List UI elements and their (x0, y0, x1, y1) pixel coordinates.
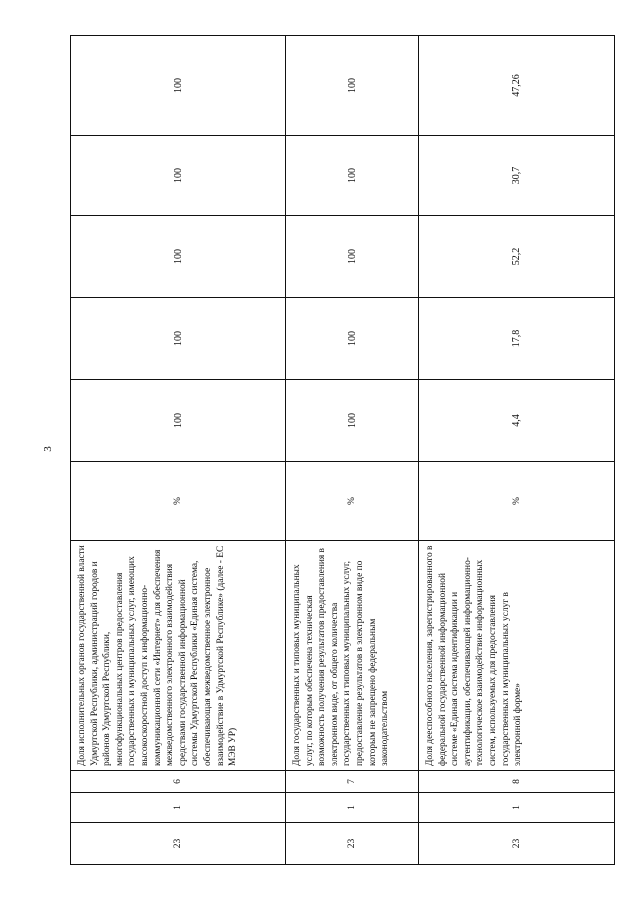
value-cell: 100 (71, 36, 286, 136)
value-cell: 47,26 (419, 36, 615, 136)
code-gp: 23 (286, 823, 419, 865)
value-cell: 100 (71, 380, 286, 462)
value-cell: 4,4 (419, 380, 615, 462)
value-cell: 30,7 (419, 136, 615, 216)
code-gp: 23 (71, 823, 286, 865)
code-gp: 23 (419, 823, 615, 865)
indicator-table-container (70, 36, 614, 865)
value-cell: 100 (286, 36, 419, 136)
code-sub: 1 (419, 793, 615, 823)
value-cell: 52,2 (419, 216, 615, 298)
code-sub: 1 (71, 793, 286, 823)
table-row (71, 36, 286, 865)
value-cell: 100 (286, 216, 419, 298)
code-sub: 1 (286, 793, 419, 823)
row-number: 6 (71, 771, 286, 793)
value-cell: 17,8 (419, 298, 615, 380)
value-cell: 100 (71, 298, 286, 380)
value-cell: 100 (286, 298, 419, 380)
unit: % (71, 462, 286, 541)
table-row (286, 36, 419, 865)
row-number: 7 (286, 771, 419, 793)
unit: % (286, 462, 419, 541)
indicator-description: Доля государственных и типовых муниципальных услуг, по которым обеспечена техническая возможность получения результатов предоставления в электронном виде, от общего количества государственных и типовых муниципальных услуг, предоставление результатов в электронном виде по которым не запрещено федеральным законодательством (286, 541, 419, 771)
value-cell: 100 (71, 216, 286, 298)
indicator-table-rotated-sheet (70, 36, 614, 865)
table-row (419, 36, 615, 865)
value-cell: 100 (286, 380, 419, 462)
indicator-description: Доля исполнительных органов государственной власти Удмуртской Республики, администраций городов и районов Удмуртской Республики, многофункциональных центров предоставления государственных и муниципальных услуг, имеющих высокоскоростной доступ к информационно-коммуникационной сети «Интернет» для обеспечения межведомственного электронного взаимодействия средствами государственной информационной системы Удмуртской Республики «Единая система, обеспечивающая межведомственное электронное взаимодействие в Удмуртской Республике» (далее - ЕС МЭВ УР) (71, 541, 286, 771)
indicator-table (70, 35, 615, 865)
unit: % (419, 462, 615, 541)
value-cell: 100 (286, 136, 419, 216)
page-number: 3 (42, 446, 54, 452)
value-cell: 100 (71, 136, 286, 216)
indicator-description: Доля дееспособного населения, зарегистрированного в федеральной государственной информационной системе «Единая система идентификации и аутентификации, обеспечивающей информационно-технологическое взаимодействие информационных систем, используемых для предоставления государственных и муниципальных услуг в электронной форме» (419, 541, 615, 771)
row-number: 8 (419, 771, 615, 793)
